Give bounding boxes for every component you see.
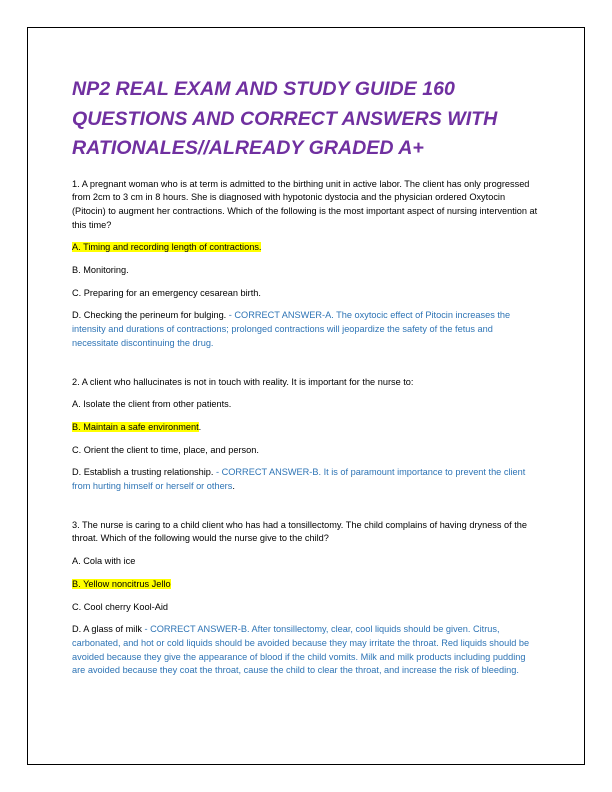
question-3-option-b [72, 578, 540, 592]
question-1-option-b: B. Monitoring. [72, 265, 129, 276]
question-1-option-d [72, 309, 540, 350]
question-2-rationale: - CORRECT ANSWER-B. It is of paramount importance to prevent the client from hurting himself or herself or others [72, 467, 526, 492]
question-1-option-c: C. Preparing for an emergency cesarean birth. [72, 287, 261, 298]
question-3-rationale: - CORRECT ANSWER-B. After tonsillectomy, clear, cool liquids should be given. Citrus, carbonated, and hot or cold liquids should be avoided because they may irritate the throat. Red liquids should be avoided because they give the appearance of blood if the child vomits. Milk and milk products including pudding are avoided because they coat the throat, cause the child to clear the throat, and increase the risk of bleeding. [72, 624, 530, 676]
highlighted-correct-option: A. Timing and recording length of contractions. [72, 242, 262, 253]
option-d-text: D. A glass of milk [72, 624, 142, 635]
question-2-stem: 2. A client who hallucinates is not in touch with reality. It is important for the nurse to: [72, 376, 414, 387]
question-2-option-a: A. Isolate the client from other patients. [72, 399, 232, 410]
question-2-option-b: B. Maintain a safe environment. [72, 421, 202, 432]
question-3-stem: 3. The nurse is caring to a child client who has had a tonsillectomy. The child complains of having dryness of the throat. Which of the following would the nurse give to the child? [72, 519, 528, 544]
question-1-rationale: - CORRECT ANSWER-A. The oxytocic effect of Pitocin increases the intensity and durations of contractions; prolonged contractions will jeopardize the safety of the fetus and necessitate discontinuing the drug. [72, 310, 511, 348]
question-2-option-c: C. Orient the client to time, place, and person. [72, 444, 259, 455]
question-1-option-a [72, 241, 540, 255]
document-title: NP2 REAL EXAM AND STUDY GUIDE 160 QUESTIONS AND CORRECT ANSWERS WITH RATIONALES//ALREADY GRADED A+ [72, 78, 498, 159]
question-2-option-d: D. Establish a trusting relationship. - CORRECT ANSWER-B. It is of paramount importance to prevent the client from hurting himself or herself or others. [72, 467, 526, 492]
document-body [72, 75, 540, 687]
question-1-stem: 1. A pregnant woman who is at term is admitted to the birthing unit in active labor. The client has only progressed from 2cm to 3 cm in 8 hours. She is diagnosed with hypotonic dystocia and the physician ordered Oxytocin (Pitocin) to augment her contractions. Which of the following is the most important aspect of nursing intervention at this time? [72, 178, 538, 230]
highlighted-correct-option: B. Yellow noncitrus Jello [72, 578, 171, 589]
question-3-option-c: C. Cool cherry Kool-Aid [72, 601, 168, 612]
highlighted-correct-option: B. Maintain a safe environment [72, 421, 199, 432]
question-3-option-d [72, 623, 540, 678]
question-3-option-a: A. Cola with ice [72, 556, 136, 567]
option-d-text: D. Checking the perineum for bulging. [72, 310, 227, 321]
option-d-text: D. Establish a trusting relationship. [72, 467, 214, 478]
